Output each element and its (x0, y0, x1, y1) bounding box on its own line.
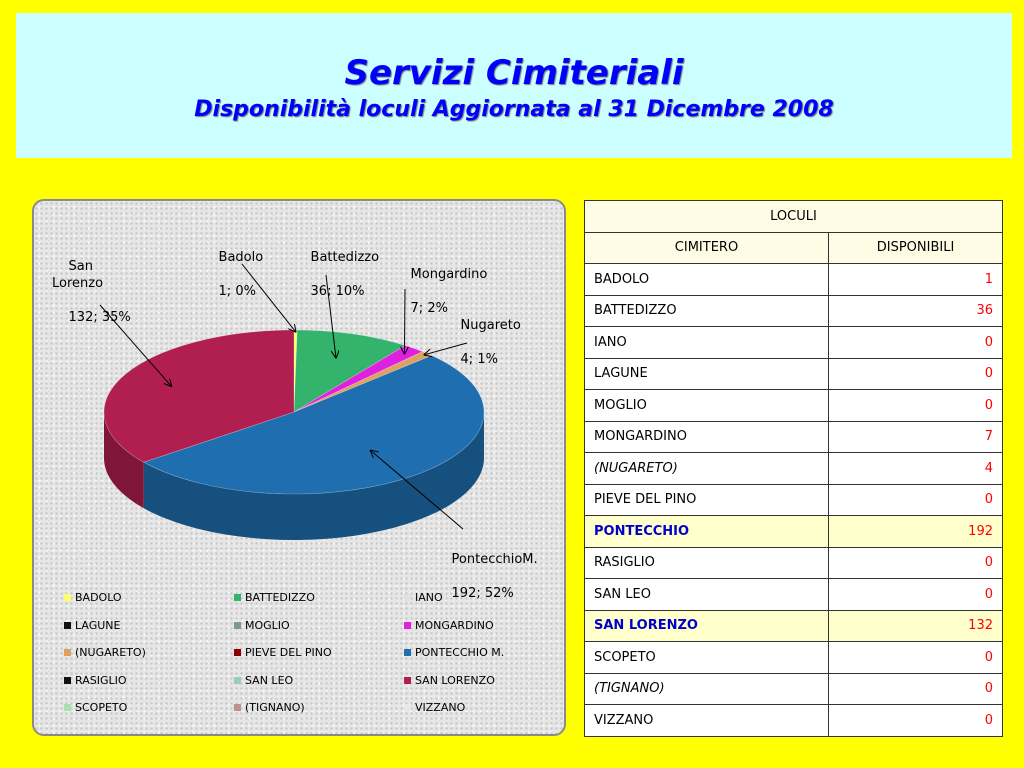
cimitero-cell: BADOLO (585, 264, 829, 296)
disponibili-cell: 0 (829, 547, 1003, 579)
table-row (585, 421, 1003, 453)
legend-swatch (64, 677, 71, 684)
legend-item-mongardino (404, 619, 494, 632)
table-row (585, 390, 1003, 422)
disponibili-cell: 0 (829, 705, 1003, 737)
legend-label: RASIGLIO (75, 673, 127, 687)
cimitero-cell: VIZZANO (585, 705, 829, 737)
disponibili-cell: 1 (829, 264, 1003, 296)
cimitero-cell: (TIGNANO) (585, 673, 829, 705)
table-row-highlighted (585, 610, 1003, 642)
legend-swatch (64, 704, 71, 711)
legend-item-battedizzo (234, 591, 315, 604)
legend-label: PIEVE DEL PINO (245, 646, 332, 659)
legend-label: (NUGARETO) (75, 646, 146, 659)
disponibili-cell: 0 (829, 642, 1003, 674)
legend-item-san-leo (234, 674, 293, 687)
title-banner (16, 13, 1012, 158)
data-label-value: 192; 52% (451, 586, 514, 601)
legend-swatch (64, 649, 71, 656)
column-header-disponibili: DISPONIBILI (829, 232, 1003, 264)
legend-label: VIZZANO (415, 701, 466, 714)
disponibili-cell: 4 (829, 453, 1003, 485)
cimitero-cell: RASIGLIO (585, 547, 829, 579)
cimitero-cell: SAN LEO (585, 579, 829, 611)
legend-swatch (234, 622, 241, 629)
table-row (585, 264, 1003, 296)
cimitero-cell: SCOPETO (585, 642, 829, 674)
cimitero-cell: SAN LORENZO (585, 610, 829, 642)
disponibili-cell: 0 (829, 358, 1003, 390)
legend-swatch (234, 594, 241, 601)
table-row (585, 579, 1003, 611)
cimitero-cell: IANO (585, 327, 829, 359)
table-row (585, 642, 1003, 674)
pie-chart-panel (32, 199, 566, 736)
data-label-name: Mongardino (410, 267, 488, 282)
data-label-name: Nugareto (460, 318, 521, 333)
table-row-highlighted (585, 516, 1003, 548)
legend-label: BADOLO (75, 591, 122, 604)
legend-label: SAN LEO (245, 673, 294, 687)
disponibili-cell: 0 (829, 673, 1003, 705)
data-label-badolo (202, 232, 263, 317)
disponibili-cell: 0 (829, 484, 1003, 516)
disponibili-cell: 192 (829, 516, 1003, 548)
legend-item-iano (404, 591, 443, 604)
data-label-name: PontecchioM. (451, 552, 538, 567)
cimitero-cell: BATTEDIZZO (585, 295, 829, 327)
legend-swatch (404, 594, 411, 601)
legend-swatch (64, 594, 71, 601)
legend-swatch (404, 677, 411, 684)
legend-item-lagune (64, 619, 120, 632)
cimitero-cell: MOGLIO (585, 390, 829, 422)
disponibili-cell: 132 (829, 610, 1003, 642)
table-row (585, 327, 1003, 359)
legend-swatch (404, 704, 411, 711)
page-title: Servizi Cimiteriali (344, 53, 684, 93)
data-label-value: 1; 0% (218, 284, 256, 299)
legend-label: (TIGNANO) (245, 701, 305, 714)
legend-item-tignano (234, 701, 305, 714)
disponibili-cell: 0 (829, 390, 1003, 422)
page-subtitle: Disponibilità loculi Aggiornata al 31 Dicembre 2008 (194, 97, 834, 122)
legend-label: MONGARDINO (415, 618, 494, 632)
cimitero-cell: MONGARDINO (585, 421, 829, 453)
disponibili-cell: 0 (829, 579, 1003, 611)
cimitero-cell: (NUGARETO) (585, 453, 829, 485)
data-label-value: 132; 35% (68, 310, 131, 325)
table-row (585, 358, 1003, 390)
data-label-name: San Lorenzo (52, 259, 104, 291)
legend-item-vizzano (404, 701, 465, 714)
data-label-nugareto (444, 300, 521, 385)
legend-item-nugareto (64, 646, 146, 659)
data-label-battedizzo (294, 232, 379, 317)
table-row (585, 547, 1003, 579)
disponibili-cell: 36 (829, 295, 1003, 327)
legend-label: BATTEDIZZO (245, 591, 315, 604)
legend-swatch (404, 622, 411, 629)
table-row (585, 453, 1003, 485)
table-title: LOCULI (585, 201, 1003, 233)
legend-item-badolo (64, 591, 122, 604)
cimitero-cell: PIEVE DEL PINO (585, 484, 829, 516)
legend-item-san-lorenzo (404, 674, 495, 687)
table-row (585, 295, 1003, 327)
legend-swatch (234, 649, 241, 656)
data-label-value: 4; 1% (460, 352, 498, 367)
data-label-name: Battedizzo (310, 250, 380, 265)
data-label-name: Badolo (218, 250, 264, 265)
legend-swatch (234, 677, 241, 684)
disponibili-cell: 7 (829, 421, 1003, 453)
table-row (585, 484, 1003, 516)
legend-swatch (404, 649, 411, 656)
table-row (585, 673, 1003, 705)
cimitero-cell: PONTECCHIO (585, 516, 829, 548)
legend-item-pieve-del-pino (234, 646, 332, 659)
data-label-san-lorenzo (52, 241, 131, 343)
data-label-value: 7; 2% (410, 301, 448, 316)
legend-label: IANO (415, 591, 443, 604)
loculi-table (584, 200, 1003, 737)
legend-item-moglio (234, 619, 290, 632)
legend-item-scopeto (64, 701, 127, 714)
legend-swatch (64, 622, 71, 629)
legend-label: PONTECCHIO M. (415, 646, 505, 659)
cimitero-cell: LAGUNE (585, 358, 829, 390)
table-row (585, 705, 1003, 737)
column-header-cimitero: CIMITERO (585, 232, 829, 264)
legend-item-rasiglio (64, 674, 127, 687)
legend-item-pontecchio-m (404, 646, 504, 659)
data-label-value: 36; 10% (310, 284, 365, 299)
legend-label: LAGUNE (75, 618, 121, 632)
data-label-pontecchio (435, 534, 538, 619)
legend-swatch (234, 704, 241, 711)
legend-label: SAN LORENZO (415, 673, 495, 687)
legend-label: MOGLIO (245, 618, 290, 632)
disponibili-cell: 0 (829, 327, 1003, 359)
legend-label: SCOPETO (75, 701, 128, 714)
